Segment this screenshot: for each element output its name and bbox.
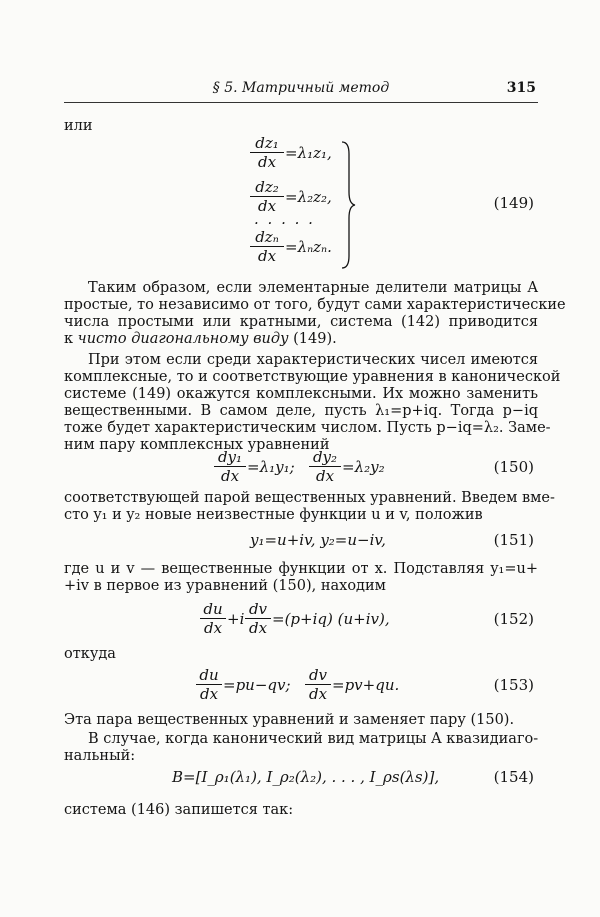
text-line: к чисто диагональному виду (149). [64, 331, 337, 347]
text-line: нальный: [64, 748, 136, 764]
equation-number: (154) [493, 768, 534, 786]
fraction: $\frac{\text{dy₁}}{dx}$ [214, 448, 246, 485]
section-title: § 5. Матричный метод [212, 80, 390, 96]
text-line: числа простыми или кратными, система (142) приводится [64, 314, 538, 330]
equation-rhs: =pu−qv; [223, 676, 291, 694]
equation-number: (153) [493, 676, 534, 694]
equation-rhs: =(p+iq) (u+iv), [272, 610, 390, 628]
right-brace [340, 140, 358, 270]
fraction: $\frac{\text{dz₁}}{dx}$ [250, 134, 284, 171]
text-line: При этом если среди характеристических чисел имеются [88, 352, 538, 368]
text-line: система (146) запишется так: [64, 802, 294, 818]
fraction: $\frac{\text{dy₂}}{dx}$ [309, 448, 341, 485]
running-header [64, 80, 538, 103]
text-line: комплексные, то и соответствующие уравнения в канонической [64, 369, 561, 385]
text-line: Таким образом, если элементарные делители матрицы A [88, 280, 538, 296]
text-line: В случае, когда канонический вид матрицы A квазидиаго- [88, 731, 539, 747]
text-line: простые, то независимо от того, будут сами характеристические [64, 297, 566, 313]
word-or: или [64, 118, 93, 134]
text-line: системе (149) окажутся комплексными. Их можно заменить [64, 386, 538, 402]
text-line: тоже будет характеристическим числом. Пусть p−iq=λ₂. Заме- [64, 420, 551, 436]
equation-operator: +i [227, 610, 245, 628]
equation-number: (149) [493, 194, 534, 212]
equation-number: (150) [493, 458, 534, 476]
emphasis: чисто диагональному виду [77, 331, 289, 347]
text-line: соответствующей парой вещественных уравнений. Введем вме- [64, 490, 555, 506]
fraction: $\frac{du}{dx}$ [196, 666, 222, 703]
page-number: 315 [506, 80, 536, 96]
fraction: $\frac{dv}{dx}$ [305, 666, 331, 703]
equation-text: B=[I_ρ₁(λ₁), I_ρ₂(λ₂), . . . , I_ρs(λs)], [172, 768, 440, 786]
equation-rhs: =λ₁z₁, [285, 144, 332, 162]
fraction: $\frac{\text{dz₂}}{dx}$ [250, 178, 284, 215]
equation-rhs: =pv+qu. [332, 676, 400, 694]
equation-text: y₁=u+iv, y₂=u−iv, [250, 531, 386, 549]
equation-number: (152) [493, 610, 534, 628]
text-line: где u и v — вещественные функции от x. Подставляя y₁=u+ [64, 561, 538, 577]
fraction: $\frac{du}{dx}$ [200, 600, 226, 637]
text-line: +iv в первое из уравнений (150), находим [64, 578, 386, 594]
fraction: dzₙ dx [250, 228, 284, 265]
equation-rhs: =λₙzₙ. [285, 238, 332, 256]
text-line: вещественными. В самом деле, пусть λ₁=p+iq. Тогда p−iq [64, 403, 538, 419]
equation-rhs: =λ₁y₁; [247, 458, 295, 476]
equation-rhs: =λ₂z₂, [285, 188, 332, 206]
ellipsis-row: . . . . . [254, 210, 315, 228]
equation-rhs: =λ₂y₂ [342, 458, 385, 476]
text-line: Эта пара вещественных уравнений и заменяет пару (150). [64, 712, 515, 728]
equation-number: (151) [493, 531, 534, 549]
fraction: $\frac{dv}{dx}$ [245, 600, 271, 637]
text-line: ним пару комплексных уравнений [64, 437, 330, 453]
word-whence: откуда [64, 646, 116, 662]
text-line: сто y₁ и y₂ новые неизвестные функции u и v, положив [64, 507, 483, 523]
